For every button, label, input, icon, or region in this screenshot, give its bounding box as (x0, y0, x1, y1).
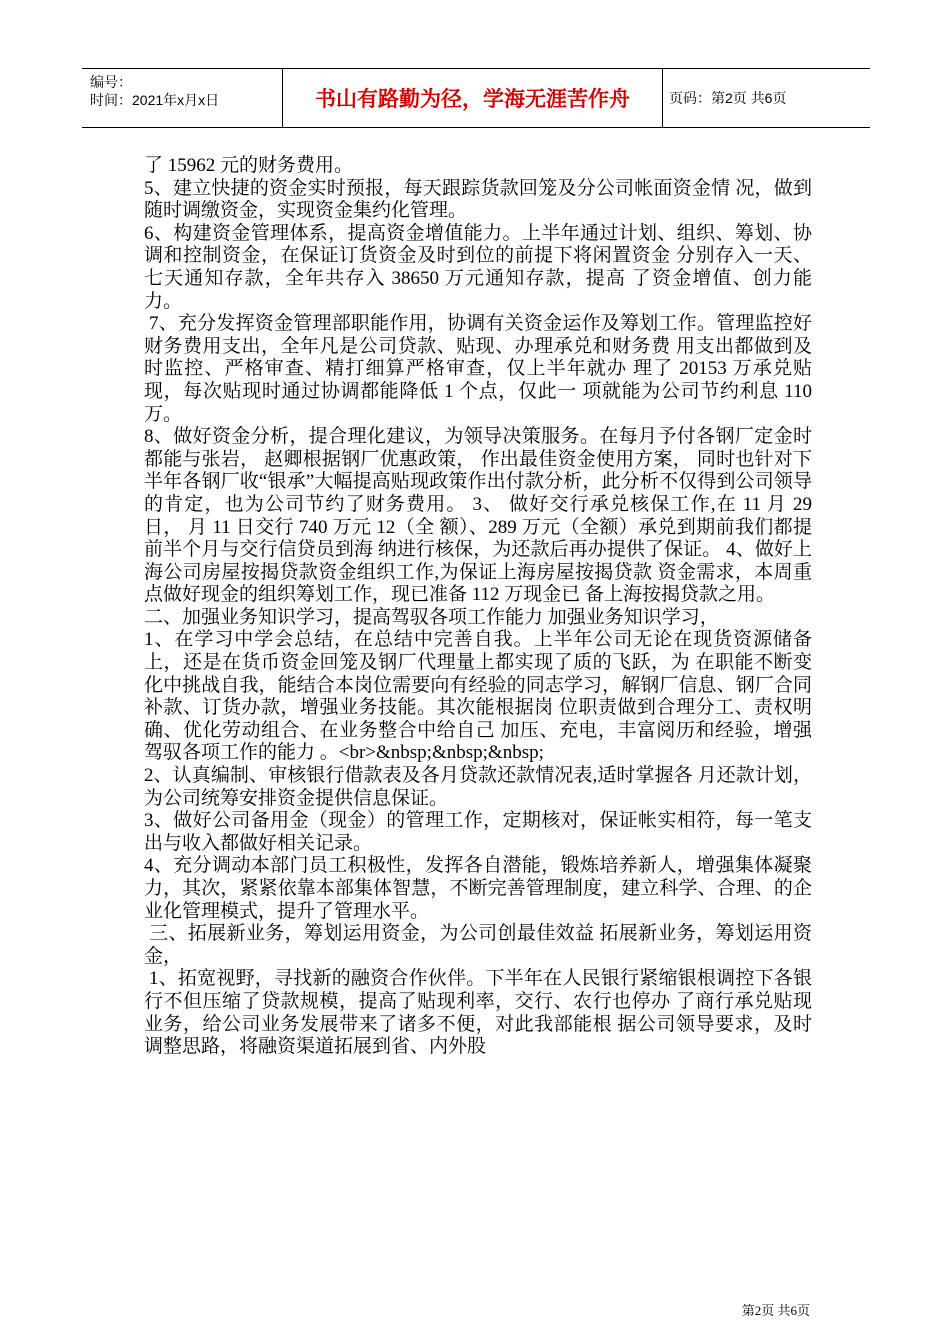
document-number-label: 编号： (90, 74, 132, 90)
body-paragraph: 8、做好资金分析，提合理化建议，为领导决策服务。在每月予付各钢厂定金时都能与张岩， 赵卿根据钢厂优惠政策， 作出最佳资金使用方案， 同时也针对下半年各钢厂收“银承”大幅提高贴现政策作出付款分析，此分析不仅得到公司领导的肯定，也为公司节约了财务费用。 3、 做好交行承兑核保工作,在 11 月 29 日， 月 11 日交行 740 万元 12（全 额）、289 万元（全额）承兑到期前我们都提前半个月与交行信贷员到海 纳进行核保，为还款后再办提供了保证。 4、做好上海公司房屋按揭贷款资金组织工作,为保证上海房屋按揭贷款 资金需求，本周重点做好现金的组织筹划工作，现已准备 112 万现金已 备上海按揭贷款之用。 (144, 426, 817, 606)
section-heading: 二、加强业务知识学习，提高驾驭各项工作能力 加强业务知识学习， (144, 606, 719, 628)
body-paragraph: 1、拓宽视野，寻找新的融资合作伙伴。下半年在人民银行紧缩银根调控下各银行不但压缩了贷款规模，提高了贴现利率，交行、农行也停办 了商行承兑贴现业务，给公司业务发展带来了诸多不便，对此我部能根 据公司领导要求，及时调整思路，将融资渠道拓展到省、内外股 (144, 968, 812, 1058)
body-paragraph: 1、在学习中学会总结，在总结中完善自我。上半年公司无论在现货资源储备上，还是在货币资金回笼及钢厂代理量上都实现了质的飞跃，为 在职能不断变化中挑战自我，能结合本岗位需要向有经验的同志学习，解钢厂信息、钢厂合同补款、订货办款，增强业务技能。其次能根据岗 位职责做到合理分工、责权明确、优化劳动组合、在业务整合中给自己 加压、充电，丰富阅历和经验，增强驾驭各项工作的能力 。<br>&nbsp;&nbsp;&nbsp; (144, 629, 812, 764)
body-paragraph: 4、充分调动本部门员工积极性，发挥各自潜能，锻炼培养新人，增强集体凝聚力，其次，紧紧依靠本部集体智慧，不断完善管理制度，建立科学、合理、的企业化管理模式，提升了管理水平。 (144, 855, 812, 922)
document-time-label: 时间：2021年x月x日 (90, 92, 220, 108)
section-heading: 三、拓展新业务，筹划运用资金，为公司创最佳效益 拓展新业务，筹划运用资金， (144, 923, 812, 967)
header-motto: 书山有路勤为径，学海无涯苦作舟 (315, 87, 630, 111)
document-body (144, 155, 817, 1059)
header-page-number: 页码：第2页 共6页 (669, 90, 787, 106)
body-paragraph: 5、建立快捷的资金实时预报，每天跟踪货款回笼及分公司帐面资金情 况，做到随时调缴资金，实现资金集约化管理。 (144, 177, 812, 222)
header-meta (82, 69, 282, 127)
body-paragraph: 6、构建资金管理体系，提高资金增值能力。上半年通过计划、组织、筹划、协调和控制资金，在保证订货资金及时到位的前提下将闲置资金 分别存入一天、七天通知存款，全年共存入 38650 万元通知存款，提高 了资金增值、创力能力。 (144, 222, 812, 312)
body-paragraph: 3、做好公司备用金（现金）的管理工作，定期核对，保证帐实相符，每一笔支出与收入都做好相关记录。 (144, 810, 812, 854)
body-paragraph: 2、认真编制、审核银行借款表及各月贷款还款情况表,适时掌握各 月还款计划，为公司统筹安排资金提供信息保证。 (144, 765, 812, 809)
body-paragraph: 了 15962 元的财务费用。 (144, 155, 354, 176)
body-paragraph: 7、充分发挥资金管理部职能作用，协调有关资金运作及筹划工作。管理监控好财务费用支出，全年凡是公司贷款、贴现、办理承兑和财务费 用支出都做到及时监控、严格审查、精打细算严格审查，仅上半年就办 理了 20153 万承兑贴现，每次贴现时通过协调都能降低 1 个点，仅此一 项就能为公司节约利息 110 万。 (144, 313, 817, 425)
page-footer: 第2页 共6页 (741, 1303, 810, 1318)
page-header (82, 68, 870, 128)
